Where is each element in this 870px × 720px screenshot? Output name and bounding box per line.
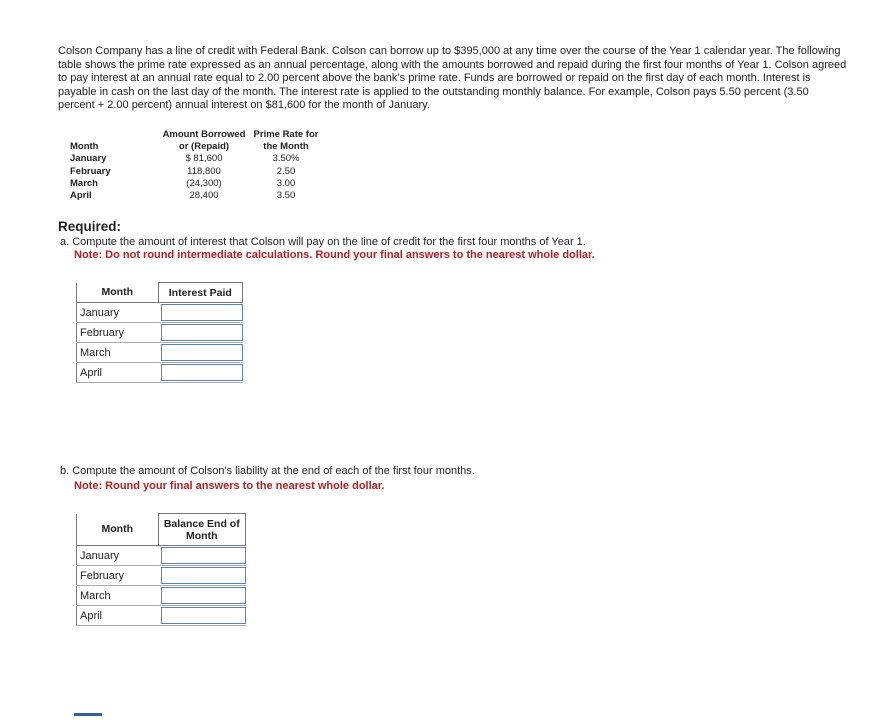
part-a-note: Note: Do not round intermediate calculations. Round your final answers to the nearest whole dollar. — [74, 249, 595, 261]
given-month-cell: March — [70, 177, 98, 189]
given-month-header: Month — [70, 141, 99, 153]
part-b-note: Note: Round your final answers to the nearest whole dollar. — [74, 480, 385, 492]
given-table-month-column — [70, 129, 111, 202]
problem-statement: Colson Company has a line of credit with Federal Bank. Colson can borrow up to $395,000 at any time over the course of the Year 1 calendar year. The following table shows the prime rate expressed as an annual percentage, along with the amounts borrowed and repaid during the first four months of Year 1. Colson agreed to pay interest at an annual rate equal to 2.00 percent above the bank’s prime rate. Funds are borrowed or repaid on the first day of each month. Interest is payable in cash on the last day of the month. The interest rate is applied to the outstanding monthly balance. For example, Colson pays 5.50 percent (3.50 percent + 2.00 percent) annual interest on $81,600 for the month of January. — [58, 45, 847, 112]
given-amount-header: Amount Borrowed — [162, 129, 246, 140]
given-rate-cell: 3.50% — [272, 153, 300, 165]
given-month-cell: April — [70, 190, 92, 202]
interest-paid-table — [76, 282, 243, 383]
given-rate-cell: 2.50 — [276, 165, 296, 177]
given-rate-header-line2: the Month — [263, 141, 309, 153]
given-table-rate-column — [252, 129, 320, 202]
balance-table — [76, 513, 246, 626]
balance-february-input[interactable] — [161, 567, 245, 584]
balance-header-line2: Month — [186, 529, 218, 542]
interest-table-value-header: Interest Paid — [158, 283, 242, 303]
interest-april-input[interactable] — [161, 364, 242, 381]
balance-january-input[interactable] — [161, 547, 245, 564]
given-month-cell: February — [70, 165, 111, 177]
given-rate-cell: 3.50 — [276, 190, 296, 202]
balance-table-value-header — [158, 514, 245, 546]
interest-march-input[interactable] — [161, 344, 242, 361]
balance-row-month: April — [77, 606, 159, 626]
interest-row-month: February — [77, 323, 159, 343]
balance-header-line1: Balance End of — [163, 517, 240, 530]
given-amount-header-line2: or (Repaid) — [178, 141, 230, 153]
given-amount-cell: $ 81,600 — [185, 153, 223, 165]
balance-april-input[interactable] — [161, 607, 245, 624]
interest-row-month: April — [77, 363, 159, 383]
part-b-question: b. Compute the amount of Colson's liability at the end of each of the first four months. — [60, 465, 475, 477]
required-heading: Required: — [58, 219, 122, 234]
given-rate-cell: 3.00 — [276, 177, 296, 189]
interest-row-month: March — [77, 343, 159, 363]
given-table-amount-column — [158, 129, 250, 202]
interest-january-input[interactable] — [161, 304, 242, 321]
balance-row-month: January — [77, 546, 159, 566]
balance-table-month-header: Month — [77, 514, 159, 546]
interest-row-month: January — [77, 303, 159, 323]
given-amount-cell: (24,300) — [186, 177, 222, 189]
given-month-cell: January — [70, 153, 107, 165]
part-a-question: a. Compute the amount of interest that Colson will pay on the line of credit for the first four months of Year 1. — [60, 236, 586, 248]
interest-table-month-header: Month — [77, 283, 159, 303]
balance-march-input[interactable] — [161, 587, 245, 604]
given-amount-cell: 118,800 — [187, 165, 221, 177]
cropped-next-section-indicator — [74, 713, 102, 716]
interest-february-input[interactable] — [161, 324, 242, 341]
given-rate-header: Prime Rate for — [253, 129, 319, 140]
given-amount-cell: 28,400 — [189, 190, 219, 202]
balance-row-month: February — [77, 566, 159, 586]
balance-row-month: March — [77, 586, 159, 606]
